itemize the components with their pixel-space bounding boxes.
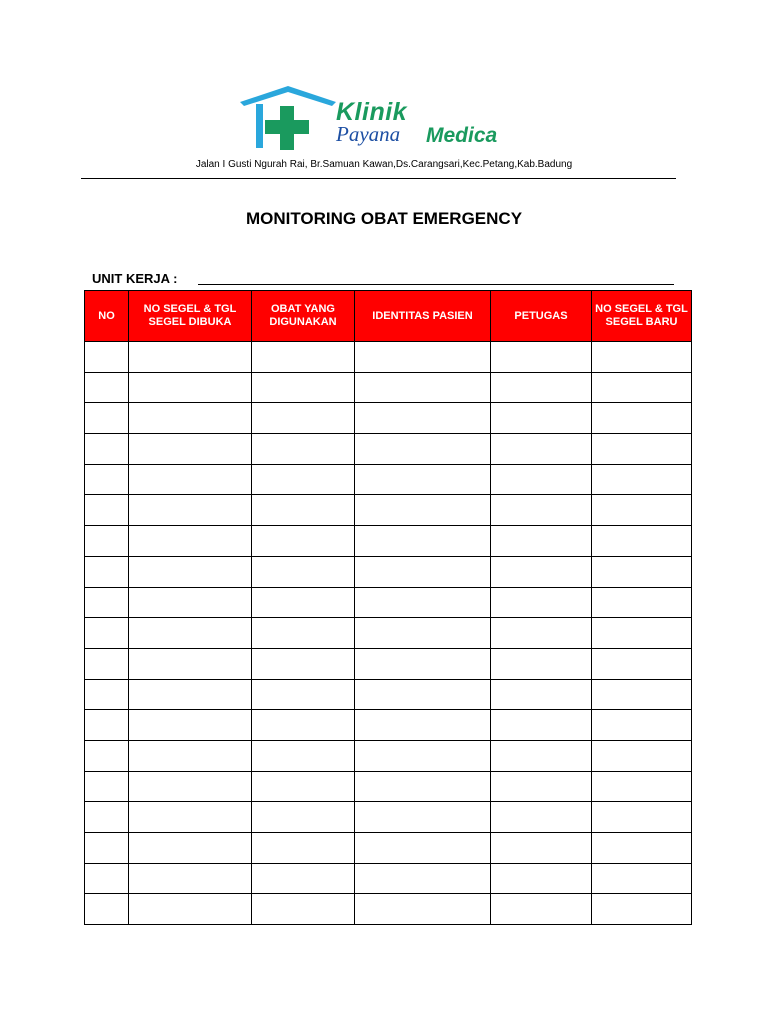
table-cell[interactable] — [491, 587, 592, 618]
table-cell[interactable] — [85, 771, 129, 802]
table-cell[interactable] — [355, 403, 491, 434]
header-divider — [81, 178, 676, 179]
table-cell[interactable] — [252, 342, 355, 373]
table-cell[interactable] — [252, 710, 355, 741]
table-cell[interactable] — [355, 372, 491, 403]
table-cell[interactable] — [491, 526, 592, 557]
table-cell[interactable] — [355, 464, 491, 495]
table-cell[interactable] — [129, 833, 252, 864]
table-row — [85, 372, 692, 403]
table-cell[interactable] — [491, 648, 592, 679]
table-cell[interactable] — [85, 372, 129, 403]
table-cell[interactable] — [355, 740, 491, 771]
table-cell[interactable] — [592, 771, 692, 802]
table-cell[interactable] — [355, 618, 491, 649]
form-title: MONITORING OBAT EMERGENCY — [245, 209, 523, 228]
table-cell[interactable] — [129, 495, 252, 526]
table-cell[interactable] — [129, 679, 252, 710]
table-cell[interactable] — [129, 771, 252, 802]
table-cell[interactable] — [491, 434, 592, 465]
table-cell[interactable] — [491, 372, 592, 403]
table-cell[interactable] — [355, 342, 491, 373]
table-cell[interactable] — [129, 434, 252, 465]
table-row — [85, 863, 692, 894]
unit-kerja-field[interactable] — [198, 284, 674, 285]
table-row — [85, 802, 692, 833]
table-row — [85, 894, 692, 925]
table-cell[interactable] — [592, 740, 692, 771]
table-cell[interactable] — [129, 342, 252, 373]
table-row — [85, 679, 692, 710]
table-cell[interactable] — [491, 618, 592, 649]
table-cell[interactable] — [252, 372, 355, 403]
table-cell[interactable] — [491, 556, 592, 587]
table-cell[interactable] — [355, 587, 491, 618]
clinic-logo — [236, 84, 536, 150]
monitoring-table — [84, 290, 692, 925]
table-cell[interactable] — [252, 434, 355, 465]
table-cell[interactable] — [252, 802, 355, 833]
logo-medica-text: Medica — [426, 124, 498, 147]
table-cell[interactable] — [355, 863, 491, 894]
table-cell[interactable] — [491, 679, 592, 710]
table-cell[interactable] — [252, 618, 355, 649]
table-row — [85, 495, 692, 526]
table-header-row — [85, 291, 692, 342]
table-cell[interactable] — [355, 648, 491, 679]
table-cell[interactable] — [129, 618, 252, 649]
table-row — [85, 771, 692, 802]
table-cell[interactable] — [355, 710, 491, 741]
table-cell[interactable] — [252, 648, 355, 679]
column-header-no: NO — [85, 291, 129, 342]
table-cell[interactable] — [129, 372, 252, 403]
table-cell[interactable] — [252, 464, 355, 495]
table-cell[interactable] — [592, 648, 692, 679]
table-cell[interactable] — [592, 710, 692, 741]
table-cell[interactable] — [85, 526, 129, 557]
table-cell[interactable] — [85, 679, 129, 710]
table-row — [85, 556, 692, 587]
table-cell[interactable] — [129, 464, 252, 495]
table-cell[interactable] — [85, 464, 129, 495]
table-cell[interactable] — [592, 342, 692, 373]
table-cell[interactable] — [592, 679, 692, 710]
table-cell[interactable] — [85, 833, 129, 864]
table-cell[interactable] — [252, 679, 355, 710]
table-row — [85, 648, 692, 679]
table-cell[interactable] — [85, 710, 129, 741]
table-cell[interactable] — [252, 403, 355, 434]
table-cell[interactable] — [355, 833, 491, 864]
table-cell[interactable] — [85, 403, 129, 434]
table-cell[interactable] — [129, 526, 252, 557]
table-cell[interactable] — [129, 556, 252, 587]
table-cell[interactable] — [491, 802, 592, 833]
logo-payana-text: Payana — [336, 122, 401, 146]
table-row — [85, 587, 692, 618]
table-cell[interactable] — [491, 740, 592, 771]
table-cell[interactable] — [129, 403, 252, 434]
table-cell[interactable] — [592, 495, 692, 526]
table-cell[interactable] — [252, 587, 355, 618]
table-row — [85, 526, 692, 557]
table-cell[interactable] — [491, 495, 592, 526]
table-cell[interactable] — [85, 802, 129, 833]
table-cell[interactable] — [85, 618, 129, 649]
table-cell[interactable] — [252, 894, 355, 925]
table-cell[interactable] — [85, 434, 129, 465]
table-cell[interactable] — [129, 863, 252, 894]
column-header-petugas: PETUGAS — [491, 291, 592, 342]
column-header-segel-baru: NO SEGEL & TGL SEGEL BARU — [592, 291, 692, 342]
table-cell[interactable] — [355, 771, 491, 802]
table-cell[interactable] — [592, 556, 692, 587]
table-cell[interactable] — [355, 679, 491, 710]
table-cell[interactable] — [491, 342, 592, 373]
unit-kerja-label: UNIT KERJA : — [92, 271, 178, 286]
column-header-segel-dibuka: NO SEGEL & TGL SEGEL DIBUKA — [129, 291, 252, 342]
table-cell[interactable] — [85, 342, 129, 373]
table-cell[interactable] — [85, 894, 129, 925]
table-cell[interactable] — [355, 434, 491, 465]
table-cell[interactable] — [252, 863, 355, 894]
table-cell[interactable] — [592, 618, 692, 649]
logo-klinik-text: Klinik — [336, 98, 408, 126]
clinic-address: Jalan I Gusti Ngurah Rai, Br.Samuan Kawan,Ds.Carangsari,Kec.Petang,Kab.Badung — [195, 159, 573, 170]
table-cell[interactable] — [85, 740, 129, 771]
table-cell[interactable] — [252, 833, 355, 864]
table-cell[interactable] — [592, 372, 692, 403]
table-cell[interactable] — [129, 802, 252, 833]
table-body — [85, 342, 692, 925]
table-cell[interactable] — [252, 495, 355, 526]
table-cell[interactable] — [355, 556, 491, 587]
table-cell[interactable] — [592, 894, 692, 925]
table-cell[interactable] — [592, 833, 692, 864]
table-cell[interactable] — [355, 495, 491, 526]
table-cell[interactable] — [355, 526, 491, 557]
table-cell[interactable] — [129, 710, 252, 741]
table-cell[interactable] — [252, 526, 355, 557]
table-row — [85, 710, 692, 741]
table-cell[interactable] — [491, 403, 592, 434]
table-cell[interactable] — [129, 894, 252, 925]
table-cell[interactable] — [491, 894, 592, 925]
table-cell[interactable] — [592, 464, 692, 495]
table-cell[interactable] — [252, 771, 355, 802]
table-cell[interactable] — [85, 648, 129, 679]
table-row — [85, 740, 692, 771]
column-header-obat: OBAT YANG DIGUNAKAN — [252, 291, 355, 342]
table-cell[interactable] — [129, 648, 252, 679]
table-cell[interactable] — [252, 740, 355, 771]
table-row — [85, 618, 692, 649]
table-cell[interactable] — [592, 863, 692, 894]
table-cell[interactable] — [129, 587, 252, 618]
table-cell[interactable] — [355, 894, 491, 925]
table-cell[interactable] — [85, 556, 129, 587]
table-cell[interactable] — [491, 710, 592, 741]
house-cross-icon — [236, 84, 336, 150]
table-cell[interactable] — [355, 802, 491, 833]
table-cell[interactable] — [491, 863, 592, 894]
table-cell[interactable] — [85, 863, 129, 894]
table-row — [85, 464, 692, 495]
table-row — [85, 434, 692, 465]
table-row — [85, 342, 692, 373]
table-cell[interactable] — [129, 740, 252, 771]
column-header-identitas-pasien: IDENTITAS PASIEN — [355, 291, 491, 342]
table-cell[interactable] — [592, 587, 692, 618]
table-cell[interactable] — [252, 556, 355, 587]
table-cell[interactable] — [85, 495, 129, 526]
table-cell[interactable] — [592, 802, 692, 833]
table-cell[interactable] — [85, 587, 129, 618]
table-cell[interactable] — [491, 833, 592, 864]
table-row — [85, 403, 692, 434]
table-cell[interactable] — [592, 526, 692, 557]
table-cell[interactable] — [491, 771, 592, 802]
table-cell[interactable] — [491, 464, 592, 495]
table-row — [85, 833, 692, 864]
table-cell[interactable] — [592, 403, 692, 434]
table-cell[interactable] — [592, 434, 692, 465]
